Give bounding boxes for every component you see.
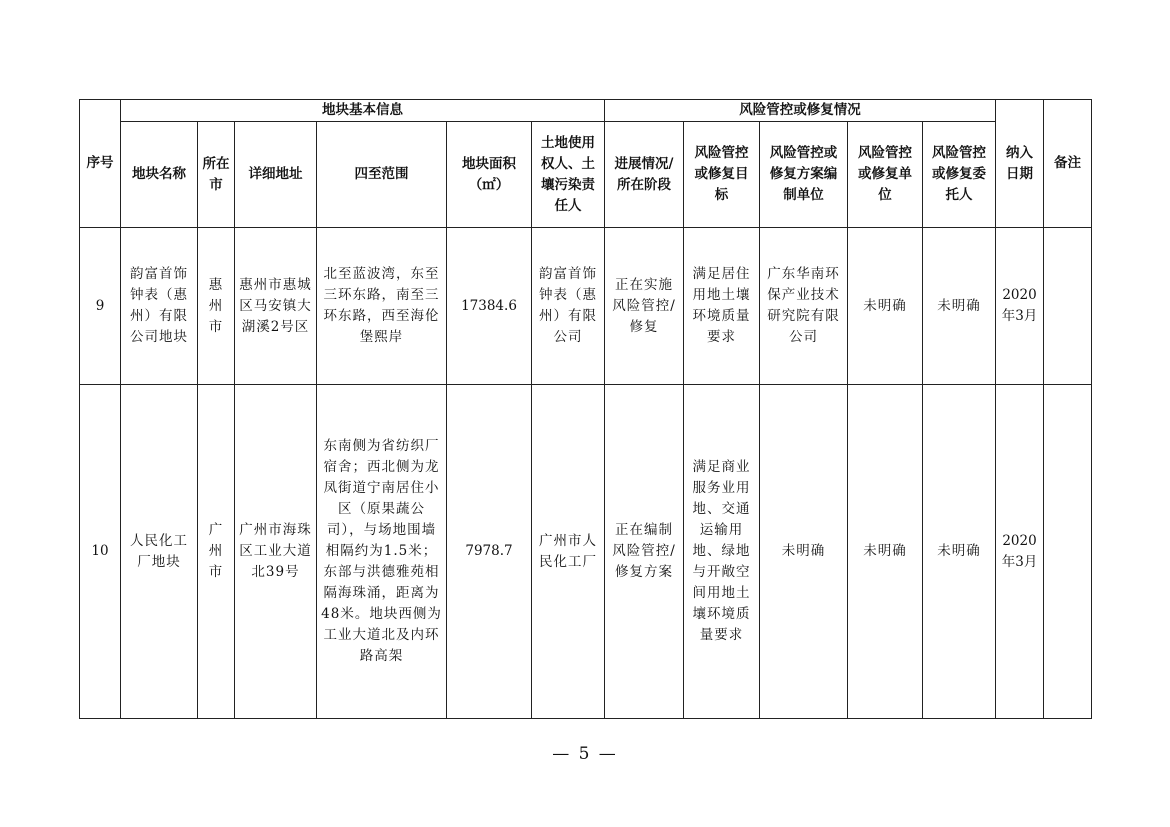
cell-address: 惠州市惠城区马安镇大湖溪2号区 xyxy=(235,228,317,385)
header-owner: 土地使用权人、土壤污染责任人 xyxy=(532,122,605,228)
header-plan-unit: 风险管控或修复方案编制单位 xyxy=(760,122,848,228)
cell-site-name: 人民化工厂地块 xyxy=(121,385,198,719)
table-row xyxy=(80,385,1092,719)
cell-date: 2020年3月 xyxy=(996,228,1044,385)
cell-boundaries: 东南侧为省纺织厂宿舍；西北侧为龙凤街道宁南居住小区（原果蔬公司），与场地围墙相隔约为1.5米；东部与洪德雅苑相隔海珠涌，距离为48米。地块西侧为工业大道北及内环路高架 xyxy=(317,385,447,719)
header-remark: 备注 xyxy=(1044,100,1092,228)
cell-owner: 广州市人民化工厂 xyxy=(532,385,605,719)
header-group-risk-control: 风险管控或修复情况 xyxy=(605,100,996,122)
cell-city: 广州市 xyxy=(198,385,235,719)
header-seq: 序号 xyxy=(80,100,121,228)
header-row-group xyxy=(80,100,1092,122)
page-number: — 5 — xyxy=(552,744,618,764)
cell-exec-unit: 未明确 xyxy=(848,385,923,719)
cell-area: 17384.6 xyxy=(447,228,532,385)
cell-progress: 正在实施风险管控/修复 xyxy=(605,228,684,385)
header-progress: 进展情况/所在阶段 xyxy=(605,122,684,228)
header-boundaries: 四至范围 xyxy=(317,122,447,228)
cell-progress: 正在编制风险管控/修复方案 xyxy=(605,385,684,719)
cell-seq: 9 xyxy=(80,228,121,385)
header-target: 风险管控或修复目标 xyxy=(684,122,760,228)
header-row-columns xyxy=(80,122,1092,228)
header-group-basic-info: 地块基本信息 xyxy=(121,100,605,122)
header-exec-unit: 风险管控或修复单位 xyxy=(848,122,923,228)
table-row xyxy=(80,228,1092,385)
cell-area: 7978.7 xyxy=(447,385,532,719)
cell-boundaries: 北至蓝波湾，东至三环东路，南至三环东路，西至海伦堡熙岸 xyxy=(317,228,447,385)
cell-plan-unit: 未明确 xyxy=(760,385,848,719)
header-site-name: 地块名称 xyxy=(121,122,198,228)
cell-site-name: 韵富首饰钟表（惠州）有限公司地块 xyxy=(121,228,198,385)
header-client: 风险管控或修复委托人 xyxy=(923,122,996,228)
header-area: 地块面积（㎡） xyxy=(447,122,532,228)
cell-target: 满足商业服务业用地、交通运输用地、绿地与开敞空间用地土壤环境质量要求 xyxy=(684,385,760,719)
cell-seq: 10 xyxy=(80,385,121,719)
cell-remark xyxy=(1044,228,1092,385)
cell-remark xyxy=(1044,385,1092,719)
header-city: 所在市 xyxy=(198,122,235,228)
header-date: 纳入日期 xyxy=(996,100,1044,228)
cell-client: 未明确 xyxy=(923,385,996,719)
header-address: 详细地址 xyxy=(235,122,317,228)
cell-city: 惠州市 xyxy=(198,228,235,385)
cell-target: 满足居住用地土壤环境质量要求 xyxy=(684,228,760,385)
site-register-table xyxy=(79,99,1092,719)
cell-owner: 韵富首饰钟表（惠州）有限公司 xyxy=(532,228,605,385)
cell-date: 2020年3月 xyxy=(996,385,1044,719)
cell-address: 广州市海珠区工业大道北39号 xyxy=(235,385,317,719)
cell-client: 未明确 xyxy=(923,228,996,385)
cell-plan-unit: 广东华南环保产业技术研究院有限公司 xyxy=(760,228,848,385)
cell-exec-unit: 未明确 xyxy=(848,228,923,385)
